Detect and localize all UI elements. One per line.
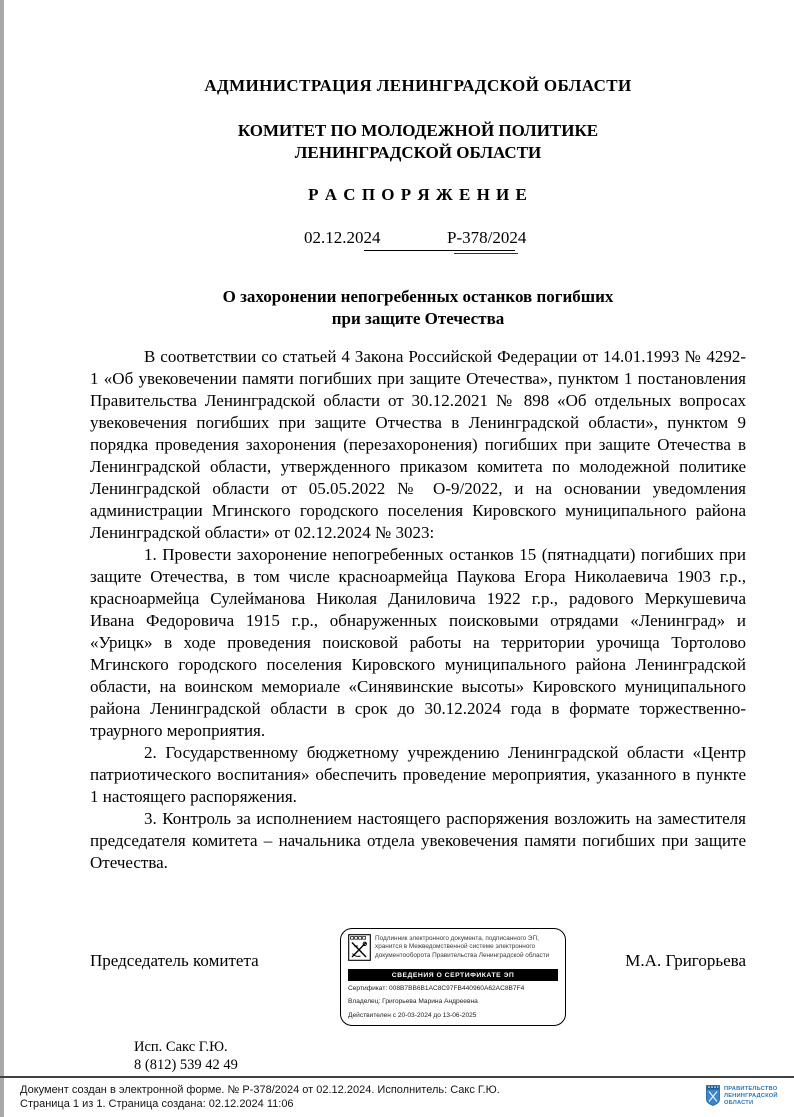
- document-title-line2: при защите Отечества: [331, 309, 505, 328]
- stamp-owner: Владелец: Григорьева Марина Андреевна: [348, 998, 478, 1006]
- document-title-line1: О захоронении непогребенных останков погибших: [222, 287, 614, 306]
- org-name-committee-line1: КОМИТЕТ ПО МОЛОДЕЖНОЙ ПОЛИТИКЕ: [237, 121, 599, 140]
- logo-text-line1: ПРАВИТЕЛЬСТВО: [724, 1086, 778, 1092]
- document-body: [90, 346, 746, 874]
- document-date: 02.12.2024: [304, 228, 381, 247]
- signer-position: Председатель комитета: [90, 951, 259, 970]
- intro-paragraph: В соответствии со статьей 4 Закона Российской Федерации от 14.01.1993 № 4292-1 «Об увековечении памяти погибших при защите Отечества», пунктом 1 постановления Правительства Ленинградской области от 30.12.2021 № 898 «Об отдельных вопросах увековечения погибших при защите Отчества в Ленинградской области», пунктом 9 порядка проведения захоронения (перезахоронения) погибших при защите Отечества в Ленинградской области, утвержденного приказом комитета по молодежной политике Ленинградской области от 05.05.2022 № О-9/2022, и на основании уведомления администрации Мгинского городского поселения Кировского муниципального района Ленинградской области» от 02.12.2024 № 3023:: [90, 347, 746, 542]
- footer-divider: [0, 1076, 794, 1078]
- item-3-paragraph: 3. Контроль за исполнением настоящего распоряжения возложить на заместителя председателя комитета – начальника отдела увековечения памяти погибших при защите Отечества.: [90, 809, 746, 872]
- blank-underline: [364, 250, 515, 251]
- executor-name: Исп. Сакс Г.Ю.: [134, 1039, 228, 1055]
- government-logo-text: [724, 1085, 778, 1107]
- document-number: Р-378/2024: [447, 228, 527, 247]
- scan-edge-artifact: [0, 0, 4, 1117]
- date-number-row: [90, 228, 746, 258]
- government-logo: [706, 1085, 778, 1111]
- stamp-header-text: Подлинник электронного документа, подписанного ЭП, хранится в Межведомственной системе электронного документооборота Правительства Ленинградской области: [375, 935, 550, 959]
- blank-underline-2: [454, 253, 518, 254]
- org-name-committee-line2: ЛЕНИНГРАДСКОЙ ОБЛАСТИ: [294, 143, 542, 162]
- logo-text-line2: ЛЕНИНГРАДСКОЙ: [724, 1093, 778, 1099]
- footer-line2: Страница 1 из 1. Страница создана: 02.12.2024 11:06: [20, 1098, 294, 1110]
- government-shield-icon: [706, 1085, 720, 1111]
- footer-line1: Документ создан в электронной форме. № Р-378/2024 от 02.12.2024. Исполнитель: Сакс Г.Ю.: [20, 1084, 500, 1096]
- stamp-header-row: [348, 934, 558, 966]
- executor-phone: 8 (812) 539 42 49: [134, 1057, 238, 1073]
- executor-block: [134, 1038, 238, 1074]
- stamp-validity: Действителен с 20-03-2024 до 13-06-2025: [348, 1011, 477, 1019]
- logo-text-line3: ОБЛАСТИ: [724, 1100, 754, 1106]
- document-type-heading: Р А С П О Р Я Ж Е Н И Е: [308, 185, 528, 204]
- item-2-paragraph: 2. Государственному бюджетному учреждению Ленинградской области «Центр патриотического воспитания» обеспечить проведение мероприятия, указанного в пункте 1 настоящего распоряжения.: [90, 743, 746, 806]
- item-1-paragraph: 1. Провести захоронение непогребенных останков 15 (пятнадцати) погибших при защите Отечества, в том числе красноармейца Паукова Егора Николаевича 1903 г.р., красноармейца Сулейманова Николая Даниловича 1922 г.р., радового Меркушевича Ивана Федоровича 1915 г.р., обнаруженных поисковыми отрядами «Ленинград» и «Урицк» в ходе проведения поисковой работы на территории урочища Тортолово Мгинского городского поселения Кировского муниципального района Ленинградской области, на воинском мемориале «Синявинские высоты» Кировского муниципального района Ленинградской области в срок до 30.12.2024 года в формате торжественно-траурного мероприятия.: [90, 545, 746, 740]
- stamp-certificate-number: Сертификат: 008B7BB6B1AC8C97FB440960A62AC8B7F4: [348, 985, 525, 992]
- electronic-signature-stamp: [340, 928, 566, 1026]
- coat-of-arms-icon: [348, 934, 371, 966]
- footer-info: [20, 1083, 500, 1111]
- org-name-administration: АДМИНИСТРАЦИЯ ЛЕНИНГРАДСКОЙ ОБЛАСТИ: [204, 76, 632, 95]
- stamp-certificate-bar: СВЕДЕНИЯ О СЕРТИФИКАТЕ ЭП: [348, 969, 558, 981]
- signer-name: М.А. Григорьева: [625, 951, 746, 970]
